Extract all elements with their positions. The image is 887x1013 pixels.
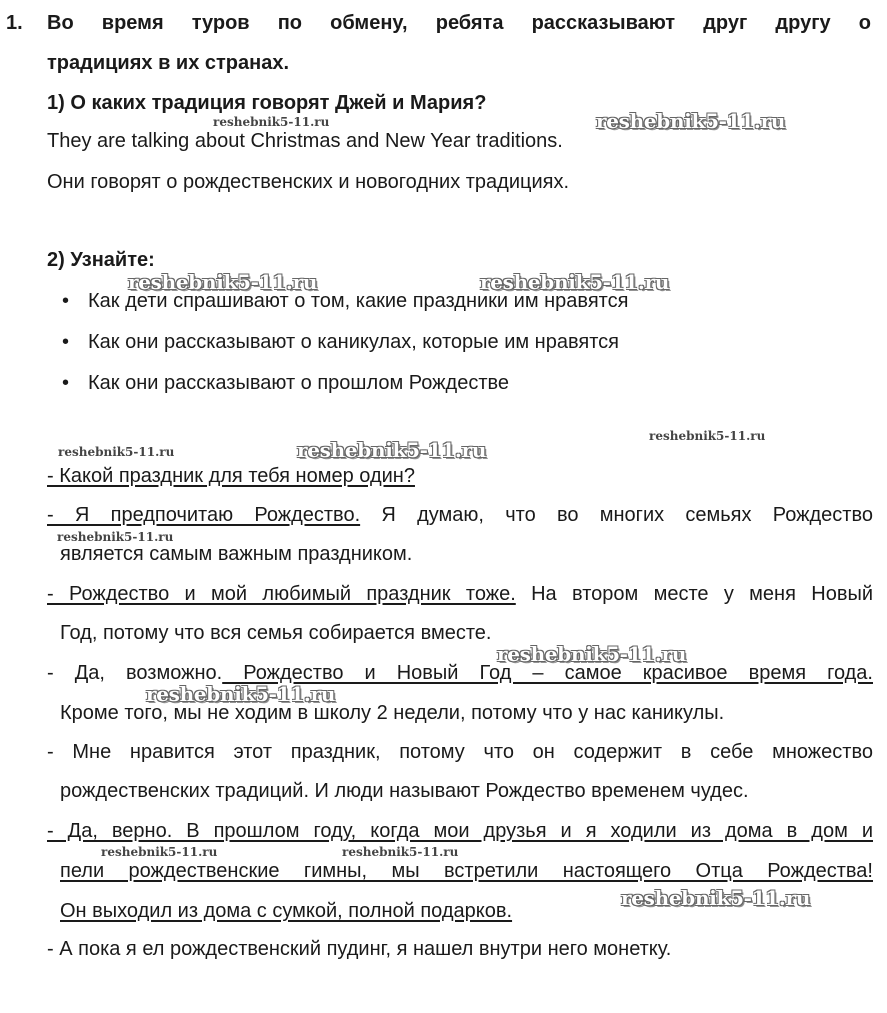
- dialogue-line-2-underlined: - Я предпочитаю Рождество.: [47, 504, 361, 526]
- answer-1-english: They are talking about Christmas and New Year traditions.: [47, 130, 563, 152]
- question-2-heading: 2) Узнайте:: [47, 249, 155, 271]
- watermark: reshebnik5-11.ru: [128, 270, 318, 294]
- bullet-icon: •: [62, 372, 70, 394]
- dialogue-line-2-continued: является самым важным праздником.: [60, 543, 413, 565]
- answer-1-russian: Они говорят о рождественских и новогодних традициях.: [47, 171, 570, 193]
- dialogue-line-3-rest: На втором месте у меня Новый: [515, 583, 873, 605]
- watermark: reshebnik5-11.ru: [101, 845, 218, 859]
- task-title-line-2: традициях в их странах.: [47, 52, 290, 74]
- bullet-icon: •: [62, 331, 70, 353]
- watermark: reshebnik5-11.ru: [480, 270, 670, 294]
- watermark: reshebnik5-11.ru: [649, 429, 766, 443]
- watermark: reshebnik5-11.ru: [146, 682, 336, 706]
- dialogue-line-4-lead: - Да, возможно.: [47, 662, 223, 684]
- dialogue-line-6-continued-2: Он выходил из дома с сумкой, полной подарков.: [60, 900, 513, 922]
- question-1: 1) О каких традиция говорят Джей и Мария?: [47, 92, 487, 114]
- bullet-icon: •: [62, 290, 70, 312]
- dialogue-line-2-rest: Я думаю, что во многих семьях Рождество: [360, 504, 873, 526]
- task-title-line-1: Во время туров по обмену, ребята рассказывают друг другу о: [47, 12, 871, 34]
- watermark: reshebnik5-11.ru: [297, 438, 487, 462]
- list-item-text: Как дети спрашивают о том, какие праздники им нравятся: [88, 290, 629, 312]
- dialogue-line-4-continued: Кроме того, мы не ходим в школу 2 недели, потому что у нас каникулы.: [60, 702, 725, 724]
- watermark: reshebnik5-11.ru: [596, 109, 786, 133]
- watermark: reshebnik5-11.ru: [57, 530, 174, 544]
- task-number: 1.: [6, 12, 23, 34]
- dialogue-line-1: - Какой праздник для тебя номер один?: [47, 465, 415, 487]
- watermark: reshebnik5-11.ru: [621, 886, 811, 910]
- watermark: reshebnik5-11.ru: [213, 115, 330, 129]
- list-item-text: Как они рассказывают о каникулах, которые им нравятся: [88, 331, 619, 353]
- list-item: [62, 372, 509, 395]
- dialogue-line-4-underlined: Рождество и Новый Год – самое красивое время года.: [222, 662, 873, 684]
- dialogue-line-5: - Мне нравится этот праздник, потому что он содержит в себе множество: [47, 741, 873, 763]
- dialogue-line-2: [47, 504, 873, 527]
- list-item: [62, 331, 619, 354]
- dialogue-line-5-continued: рождественских традиций. И люди называют Рождество временем чудес.: [60, 780, 749, 802]
- watermark: reshebnik5-11.ru: [497, 642, 687, 666]
- dialogue-line-7: - А пока я ел рождественский пудинг, я нашел внутри него монетку.: [47, 938, 672, 960]
- watermark: reshebnik5-11.ru: [58, 445, 175, 459]
- dialogue-line-3: [47, 583, 873, 606]
- dialogue-line-6: - Да, верно. В прошлом году, когда мои друзья и я ходили из дома в дом и: [47, 820, 873, 842]
- dialogue-line-3-continued: Год, потому что вся семья собирается вместе.: [60, 622, 492, 644]
- dialogue-line-6-continued-1: пели рождественские гимны, мы встретили настоящего Отца Рождества!: [60, 860, 873, 882]
- watermark: reshebnik5-11.ru: [342, 845, 459, 859]
- list-item-text: Как они рассказывают о прошлом Рождестве: [88, 372, 509, 394]
- dialogue-line-3-underlined: - Рождество и мой любимый праздник тоже.: [47, 583, 516, 605]
